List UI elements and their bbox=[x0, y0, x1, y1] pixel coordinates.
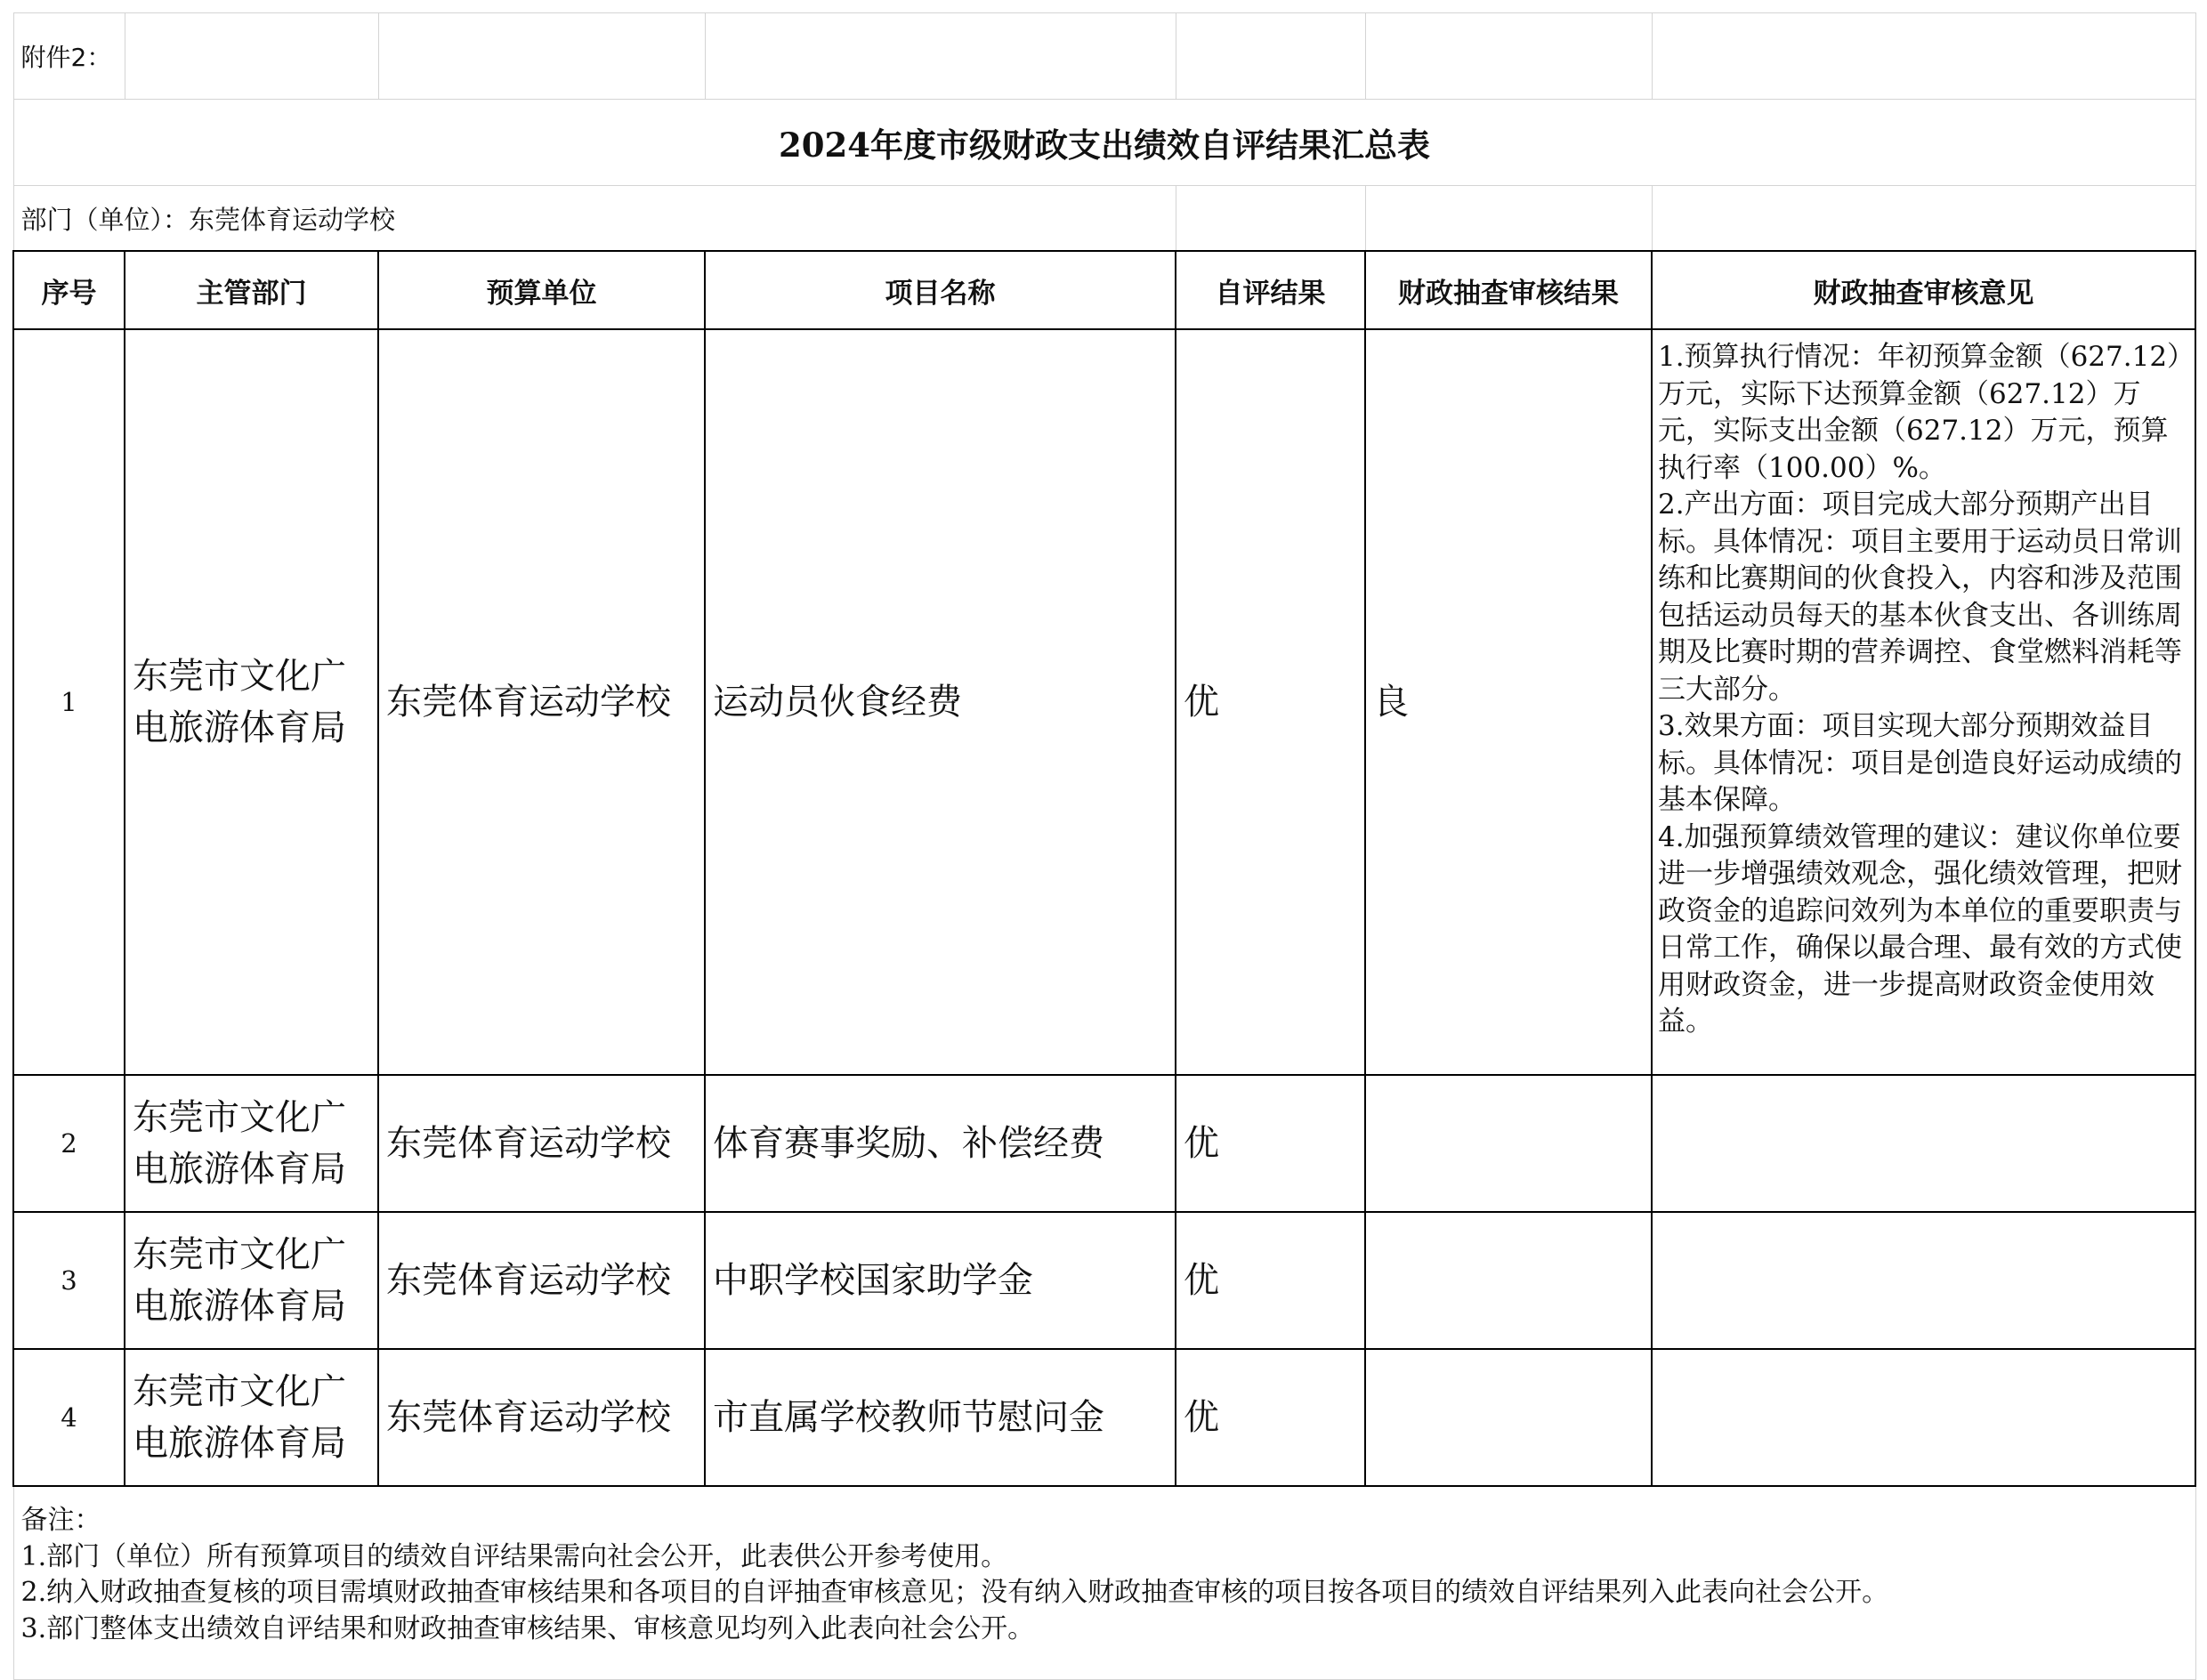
row-self-eval: 优 bbox=[1176, 1075, 1365, 1212]
table-row bbox=[13, 1349, 2195, 1486]
row-supervisor: 东莞市文化广电旅游体育局 bbox=[125, 1075, 378, 1212]
row-review-result: 良 bbox=[1365, 329, 1652, 1075]
row-review-opinion bbox=[1652, 329, 2195, 1075]
row-project: 中职学校国家助学金 bbox=[705, 1212, 1176, 1349]
row-seq: 3 bbox=[13, 1212, 125, 1349]
department-line: 部门（单位）：东莞体育运动学校 bbox=[13, 186, 1176, 252]
row-review-opinion bbox=[1652, 1212, 2195, 1349]
header-seq: 序号 bbox=[13, 251, 125, 329]
header-row bbox=[13, 251, 2195, 329]
attachment-label: 附件2： bbox=[13, 13, 125, 100]
header-self-eval: 自评结果 bbox=[1176, 251, 1365, 329]
row-self-eval: 优 bbox=[1176, 1349, 1365, 1486]
row-project: 运动员伙食经费 bbox=[705, 329, 1176, 1075]
row-project: 体育赛事奖励、补偿经费 bbox=[705, 1075, 1176, 1212]
row-budget-unit: 东莞体育运动学校 bbox=[378, 1075, 705, 1212]
row-seq: 2 bbox=[13, 1075, 125, 1212]
row-supervisor: 东莞市文化广电旅游体育局 bbox=[125, 1212, 378, 1349]
row-budget-unit: 东莞体育运动学校 bbox=[378, 1349, 705, 1486]
note-item-1: 1.部门（单位）所有预算项目的绩效自评结果需向社会公开，此表供公开参考使用。 bbox=[20, 1540, 1008, 1572]
attachment-row bbox=[13, 13, 2195, 100]
row-seq: 4 bbox=[13, 1349, 125, 1486]
header-project: 项目名称 bbox=[705, 251, 1176, 329]
note-item-3: 3.部门整体支出绩效自评结果和财政抽查审核结果、审核意见均列入此表向社会公开。 bbox=[20, 1612, 1035, 1644]
page-title: 2024年度市级财政支出绩效自评结果汇总表 bbox=[13, 100, 2195, 186]
header-supervisor: 主管部门 bbox=[125, 251, 378, 329]
header-budget-unit: 预算单位 bbox=[378, 251, 705, 329]
title-row bbox=[13, 100, 2195, 186]
notes-row bbox=[13, 1486, 2195, 1680]
opinion-item-3: 3.效果方面：项目实现大部分预期效益目标。具体情况：项目是创造良好运动成绩的基本保障。 bbox=[1658, 710, 2182, 816]
opinion-item-1: 1.预算执行情况：年初预算金额（627.12）万元，实际下达预算金额（627.12）万元，实际支出金额（627.12）万元，预算执行率（100.00）%。 bbox=[1658, 341, 2181, 484]
row-self-eval: 优 bbox=[1176, 329, 1365, 1075]
table-row bbox=[13, 1212, 2195, 1349]
row-review-result bbox=[1365, 1349, 1652, 1486]
row-project: 市直属学校教师节慰问金 bbox=[705, 1349, 1176, 1486]
row-budget-unit: 东莞体育运动学校 bbox=[378, 329, 705, 1075]
row-supervisor: 东莞市文化广电旅游体育局 bbox=[125, 329, 378, 1075]
row-self-eval: 优 bbox=[1176, 1212, 1365, 1349]
row-review-opinion bbox=[1652, 1075, 2195, 1212]
row-budget-unit: 东莞体育运动学校 bbox=[378, 1212, 705, 1349]
opinion-item-2: 2.产出方面：项目完成大部分预期产出目标。具体情况：项目主要用于运动员日常训练和比赛期间的伙食投入，内容和涉及范围包括运动员每天的基本伙食支出、各训练周期及比赛时期的营养调控、食堂燃料消耗等三大部分。 bbox=[1658, 489, 2182, 706]
note-item-2: 2.纳入财政抽查复核的项目需填财政抽查审核结果和各项目的自评抽查审核意见；没有纳入财政抽查审核的项目按各项目的绩效自评结果列入此表向社会公开。 bbox=[20, 1577, 1889, 1608]
row-review-opinion bbox=[1652, 1349, 2195, 1486]
department-row bbox=[13, 186, 2195, 252]
header-review-result: 财政抽查审核结果 bbox=[1365, 251, 1652, 329]
row-review-result bbox=[1365, 1075, 1652, 1212]
row-seq: 1 bbox=[13, 329, 125, 1075]
row-review-result bbox=[1365, 1212, 1652, 1349]
opinion-item-4: 4.加强预算绩效管理的建议：建议你单位要进一步增强绩效观念，强化绩效管理，把财政资金的追踪问效列为本单位的重要职责与日常工作，确保以最合理、最有效的方式使用财政资金，进一步提高财政资金使用效益。 bbox=[1658, 820, 2182, 1038]
header-review-opinion: 财政抽查审核意见 bbox=[1652, 251, 2195, 329]
summary-table bbox=[12, 12, 2196, 1680]
table-row bbox=[13, 329, 2195, 1075]
notes bbox=[13, 1486, 2195, 1680]
table-row bbox=[13, 1075, 2195, 1212]
notes-heading: 备注： bbox=[20, 1505, 101, 1536]
row-supervisor: 东莞市文化广电旅游体育局 bbox=[125, 1349, 378, 1486]
